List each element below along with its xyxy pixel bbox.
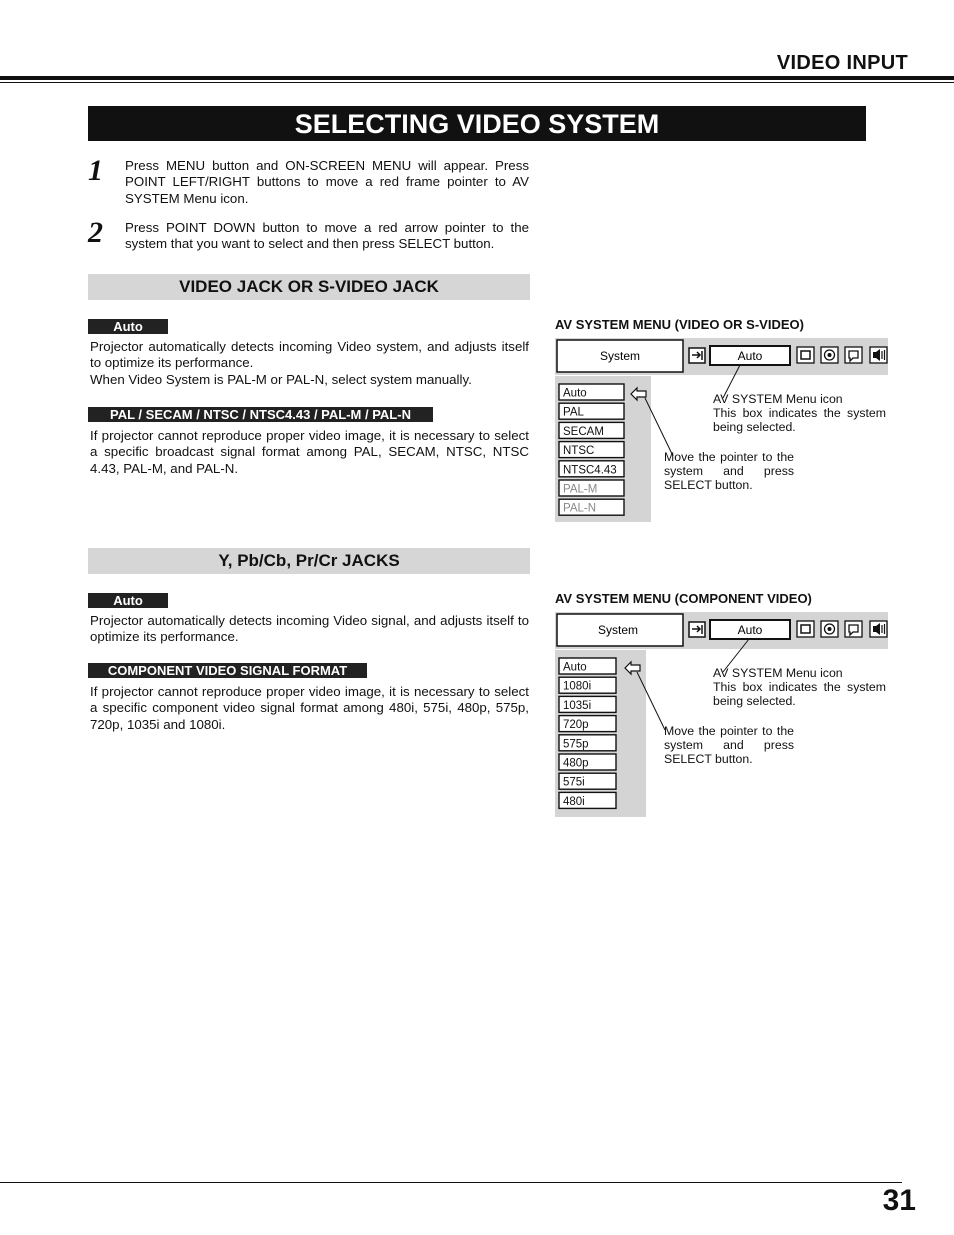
section-header-title: VIDEO INPUT xyxy=(776,52,908,74)
callout-pointer-description: Move the pointer to the system and press SELECT button. xyxy=(664,724,794,767)
footer-rule xyxy=(0,1182,902,1183)
formats-description: If projector cannot reproduce proper video image, it is necessary to select a specific broadcast signal format among PAL, SECAM, NTSC, NTSC 4.43, PAL-M, and PAL-N. xyxy=(90,428,529,476)
auto-indicator-value: Auto xyxy=(737,623,763,637)
sound-icon xyxy=(870,621,887,637)
system-label: System xyxy=(599,349,641,363)
sound-icon xyxy=(870,347,887,363)
menu-item-label[interactable]: NTSC xyxy=(563,445,595,458)
callout-icon-description: This box indicates the system being selected. xyxy=(713,406,886,435)
callout-icon-title: AV SYSTEM Menu icon xyxy=(713,666,843,680)
auto-indicator-value: Auto xyxy=(737,349,763,363)
step-2-number: 2 xyxy=(88,216,103,249)
step-2-text: Press POINT DOWN button to move a red arrow pointer to the system that you want to select and then press SELECT button. xyxy=(125,220,529,252)
menu-item-label[interactable]: PAL-M xyxy=(563,483,598,496)
av-system-menu-component xyxy=(555,612,888,818)
setting-icon xyxy=(845,621,862,637)
page-title: SELECTING VIDEO SYSTEM xyxy=(88,106,866,141)
screen-icon xyxy=(797,347,814,363)
auto-label: Auto xyxy=(88,593,168,608)
menu-item-label[interactable]: Auto xyxy=(563,661,587,674)
component-format-description: If projector cannot reproduce proper video image, it is necessary to select a specific component video signal format among 480i, 575i, 480p, 575p, 720p, 1035i and 1080i. xyxy=(90,684,529,732)
page-number: 31 xyxy=(882,1184,916,1217)
auto-description-note: When Video System is PAL-M or PAL-N, select system manually. xyxy=(90,372,472,387)
auto-description: Projector automatically detects incoming Video system, and adjusts itself to optimize its performance. xyxy=(90,339,529,371)
step-1-number: 1 xyxy=(88,154,103,187)
menu-item-label[interactable]: 480p xyxy=(563,757,589,770)
callout-icon-title: AV SYSTEM Menu icon xyxy=(713,392,843,406)
screen-icon xyxy=(797,621,814,637)
image-adjust-icon xyxy=(821,347,838,363)
menu-item-label[interactable]: PAL xyxy=(563,406,584,419)
auto-description: Projector automatically detects incoming Video signal, and adjusts itself to optimize its performance. xyxy=(90,613,529,645)
image-adjust-icon xyxy=(821,621,838,637)
system-label: System xyxy=(597,623,639,637)
section-heading-video: VIDEO JACK OR S-VIDEO JACK xyxy=(88,274,530,300)
setting-icon xyxy=(845,347,862,363)
component-format-label: COMPONENT VIDEO SIGNAL FORMAT xyxy=(88,663,367,678)
menu-item-label[interactable]: Auto xyxy=(563,387,587,400)
callout-pointer-description: Move the pointer to the system and press SELECT button. xyxy=(664,450,794,493)
menu-item-label[interactable]: 575p xyxy=(563,738,589,751)
callout-icon-description: This box indicates the system being selected. xyxy=(713,680,886,709)
menu-item-label[interactable]: 1080i xyxy=(563,680,592,693)
menu-item-label[interactable]: 480i xyxy=(563,795,585,808)
menu-item-label[interactable]: NTSC4.43 xyxy=(563,464,617,477)
auto-label: Auto xyxy=(88,319,168,334)
menu-item-label[interactable]: PAL-N xyxy=(563,502,597,515)
menu-item-label[interactable]: 1035i xyxy=(563,699,592,712)
step-1-text: Press MENU button and ON-SCREEN MENU will appear. Press POINT LEFT/RIGHT buttons to move a red frame pointer to AV SYSTEM Menu icon. xyxy=(125,158,529,206)
menu-item-label[interactable]: 575i xyxy=(563,776,585,789)
menu-title-video: AV SYSTEM MENU (VIDEO OR S-VIDEO) xyxy=(555,317,804,332)
av-system-menu-icon xyxy=(689,348,705,363)
section-heading-component: Y, Pb/Cb, Pr/Cr JACKS xyxy=(88,548,530,574)
header-rule xyxy=(0,76,954,80)
menu-title-component: AV SYSTEM MENU (COMPONENT VIDEO) xyxy=(555,591,812,606)
menu-item-label[interactable]: SECAM xyxy=(563,425,604,438)
av-system-menu-icon xyxy=(689,622,705,637)
header-rule-thin xyxy=(0,82,954,83)
formats-label: PAL / SECAM / NTSC / NTSC4.43 / PAL-M / PAL-N xyxy=(88,407,433,422)
menu-item-label[interactable]: 720p xyxy=(563,719,589,732)
